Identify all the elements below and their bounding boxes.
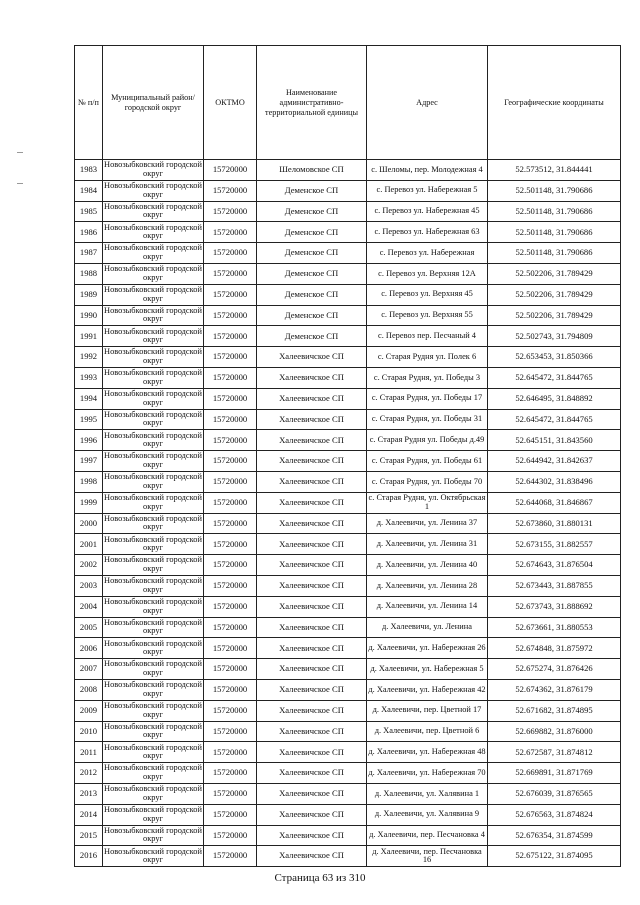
row-number: 2015	[75, 825, 103, 846]
row-oktmo: 15720000	[204, 263, 257, 284]
row-admin-unit: Деменское СП	[257, 284, 367, 305]
row-municipality: Новозыбковский городской округ	[103, 492, 204, 513]
row-oktmo: 15720000	[204, 160, 257, 181]
row-oktmo: 15720000	[204, 451, 257, 472]
row-admin-unit: Халеевичское СП	[257, 763, 367, 784]
row-number: 2005	[75, 617, 103, 638]
row-oktmo: 15720000	[204, 367, 257, 388]
row-municipality: Новозыбковский городской округ	[103, 284, 204, 305]
row-municipality: Новозыбковский городской округ	[103, 222, 204, 243]
margin-mark	[17, 183, 23, 184]
row-number: 1990	[75, 305, 103, 326]
row-number: 2000	[75, 513, 103, 534]
row-oktmo: 15720000	[204, 575, 257, 596]
row-oktmo: 15720000	[204, 492, 257, 513]
row-address: с. Старая Рудня, ул. Победы 31	[367, 409, 488, 430]
row-address: д. Халеевичи, пер. Цветной 17	[367, 700, 488, 721]
row-coordinates: 52.669882, 31.876000	[488, 721, 621, 742]
table-row	[75, 575, 621, 596]
row-admin-unit: Деменское СП	[257, 305, 367, 326]
row-number: 2008	[75, 679, 103, 700]
row-number: 2016	[75, 846, 103, 867]
row-coordinates: 52.673860, 31.880131	[488, 513, 621, 534]
row-coordinates: 52.675122, 31.874095	[488, 846, 621, 867]
row-coordinates: 52.645472, 31.844765	[488, 367, 621, 388]
row-number: 1983	[75, 160, 103, 181]
row-coordinates: 52.501148, 31.790686	[488, 180, 621, 201]
header-oktmo: ОКТМО	[204, 46, 257, 160]
row-address: д. Халеевичи, пер. Песчановка 16	[367, 846, 488, 867]
row-coordinates: 52.646495, 31.848892	[488, 388, 621, 409]
row-municipality: Новозыбковский городской округ	[103, 846, 204, 867]
row-oktmo: 15720000	[204, 763, 257, 784]
row-admin-unit: Халеевичское СП	[257, 825, 367, 846]
row-admin-unit: Халеевичское СП	[257, 700, 367, 721]
row-municipality: Новозыбковский городской округ	[103, 679, 204, 700]
row-oktmo: 15720000	[204, 783, 257, 804]
row-coordinates: 52.653453, 31.850366	[488, 347, 621, 368]
table-row	[75, 347, 621, 368]
table-row	[75, 201, 621, 222]
row-coordinates: 52.673661, 31.880553	[488, 617, 621, 638]
table-row	[75, 284, 621, 305]
row-coordinates: 52.502206, 31.789429	[488, 263, 621, 284]
row-oktmo: 15720000	[204, 721, 257, 742]
row-municipality: Новозыбковский городской округ	[103, 367, 204, 388]
row-address: д. Халеевичи, ул. Набережная 70	[367, 763, 488, 784]
row-municipality: Новозыбковский городской округ	[103, 596, 204, 617]
row-municipality: Новозыбковский городской округ	[103, 783, 204, 804]
page-footer: Страница 63 из 310	[274, 872, 366, 884]
row-coordinates: 52.676039, 31.876565	[488, 783, 621, 804]
row-number: 2009	[75, 700, 103, 721]
table-row	[75, 846, 621, 867]
row-address: д. Халеевичи, ул. Халявина 1	[367, 783, 488, 804]
row-address: с. Перевоз ул. Набережная	[367, 243, 488, 264]
table-row	[75, 596, 621, 617]
row-admin-unit: Халеевичское СП	[257, 659, 367, 680]
row-coordinates: 52.501148, 31.790686	[488, 243, 621, 264]
row-address: с. Старая Рудня ул. Победы д.49	[367, 430, 488, 451]
table-row	[75, 492, 621, 513]
table-row	[75, 638, 621, 659]
header-admin-unit: Наименование административно-территориальной единицы	[257, 46, 367, 160]
row-admin-unit: Халеевичское СП	[257, 430, 367, 451]
row-number: 2001	[75, 534, 103, 555]
row-oktmo: 15720000	[204, 388, 257, 409]
row-oktmo: 15720000	[204, 659, 257, 680]
row-number: 2002	[75, 555, 103, 576]
row-municipality: Новозыбковский городской округ	[103, 513, 204, 534]
row-admin-unit: Халеевичское СП	[257, 804, 367, 825]
row-coordinates: 52.502206, 31.789429	[488, 284, 621, 305]
row-coordinates: 52.501148, 31.790686	[488, 222, 621, 243]
table-row	[75, 180, 621, 201]
table-row	[75, 243, 621, 264]
row-number: 1991	[75, 326, 103, 347]
table-row	[75, 513, 621, 534]
row-oktmo: 15720000	[204, 326, 257, 347]
row-coordinates: 52.675274, 31.876426	[488, 659, 621, 680]
row-admin-unit: Халеевичское СП	[257, 555, 367, 576]
row-coordinates: 52.669891, 31.871769	[488, 763, 621, 784]
row-municipality: Новозыбковский городской округ	[103, 659, 204, 680]
table-row	[75, 409, 621, 430]
row-admin-unit: Халеевичское СП	[257, 409, 367, 430]
header-coordinates: Географические координаты	[488, 46, 621, 160]
margin-mark	[17, 152, 23, 153]
row-municipality: Новозыбковский городской округ	[103, 617, 204, 638]
row-coordinates: 52.502743, 31.794809	[488, 326, 621, 347]
table-row	[75, 700, 621, 721]
row-address: с. Старая Рудня, ул. Победы 70	[367, 471, 488, 492]
table-row	[75, 679, 621, 700]
row-oktmo: 15720000	[204, 617, 257, 638]
row-admin-unit: Халеевичское СП	[257, 846, 367, 867]
row-municipality: Новозыбковский городской округ	[103, 638, 204, 659]
row-number: 2014	[75, 804, 103, 825]
row-admin-unit: Халеевичское СП	[257, 513, 367, 534]
row-address: с. Перевоз ул. Верхняя 45	[367, 284, 488, 305]
row-admin-unit: Деменское СП	[257, 201, 367, 222]
row-number: 1998	[75, 471, 103, 492]
row-address: д. Халеевичи, ул. Набережная 5	[367, 659, 488, 680]
row-address: д. Халеевичи, пер. Песчановка 4	[367, 825, 488, 846]
row-oktmo: 15720000	[204, 471, 257, 492]
row-number: 1988	[75, 263, 103, 284]
row-number: 1987	[75, 243, 103, 264]
table-row	[75, 430, 621, 451]
row-oktmo: 15720000	[204, 243, 257, 264]
table-row	[75, 555, 621, 576]
table-row	[75, 825, 621, 846]
row-coordinates: 52.644942, 31.842637	[488, 451, 621, 472]
table-row	[75, 763, 621, 784]
row-oktmo: 15720000	[204, 201, 257, 222]
row-admin-unit: Халеевичское СП	[257, 575, 367, 596]
row-admin-unit: Халеевичское СП	[257, 534, 367, 555]
table-row	[75, 804, 621, 825]
row-oktmo: 15720000	[204, 596, 257, 617]
row-address: д. Халеевичи, ул. Ленина 40	[367, 555, 488, 576]
row-municipality: Новозыбковский городской округ	[103, 804, 204, 825]
row-oktmo: 15720000	[204, 180, 257, 201]
row-coordinates: 52.676354, 31.874599	[488, 825, 621, 846]
row-municipality: Новозыбковский городской округ	[103, 471, 204, 492]
registry-table	[74, 45, 621, 867]
row-address: д. Халеевичи, ул. Набережная 26	[367, 638, 488, 659]
row-admin-unit: Халеевичское СП	[257, 451, 367, 472]
table-row	[75, 451, 621, 472]
row-municipality: Новозыбковский городской округ	[103, 388, 204, 409]
row-municipality: Новозыбковский городской округ	[103, 575, 204, 596]
row-address: с. Перевоз ул. Набережная 45	[367, 201, 488, 222]
row-coordinates: 52.673743, 31.888692	[488, 596, 621, 617]
table-row	[75, 721, 621, 742]
row-number: 2013	[75, 783, 103, 804]
table-row	[75, 617, 621, 638]
row-oktmo: 15720000	[204, 825, 257, 846]
row-coordinates: 52.573512, 31.844441	[488, 160, 621, 181]
row-municipality: Новозыбковский городской округ	[103, 263, 204, 284]
row-address: д. Халеевичи, ул. Халявина 9	[367, 804, 488, 825]
row-admin-unit: Халеевичское СП	[257, 783, 367, 804]
table-row	[75, 263, 621, 284]
row-admin-unit: Деменское СП	[257, 263, 367, 284]
row-address: д. Халеевичи, ул. Набережная 42	[367, 679, 488, 700]
table-row	[75, 534, 621, 555]
table-header-row	[75, 46, 621, 160]
row-oktmo: 15720000	[204, 534, 257, 555]
row-municipality: Новозыбковский городской округ	[103, 763, 204, 784]
row-oktmo: 15720000	[204, 555, 257, 576]
row-municipality: Новозыбковский городской округ	[103, 451, 204, 472]
row-number: 2011	[75, 742, 103, 763]
table-row	[75, 388, 621, 409]
row-oktmo: 15720000	[204, 700, 257, 721]
row-oktmo: 15720000	[204, 846, 257, 867]
row-coordinates: 52.645472, 31.844765	[488, 409, 621, 430]
row-coordinates: 52.672587, 31.874812	[488, 742, 621, 763]
row-municipality: Новозыбковский городской округ	[103, 180, 204, 201]
row-address: д. Халеевичи, ул. Ленина	[367, 617, 488, 638]
header-address: Адрес	[367, 46, 488, 160]
row-admin-unit: Халеевичское СП	[257, 492, 367, 513]
row-address: с. Перевоз ул. Верхняя 55	[367, 305, 488, 326]
row-number: 1989	[75, 284, 103, 305]
row-address: д. Халеевичи, ул. Ленина 37	[367, 513, 488, 534]
row-oktmo: 15720000	[204, 638, 257, 659]
row-address: д. Халеевичи, ул. Ленина 28	[367, 575, 488, 596]
row-admin-unit: Халеевичское СП	[257, 679, 367, 700]
row-number: 2004	[75, 596, 103, 617]
row-admin-unit: Халеевичское СП	[257, 638, 367, 659]
row-address: с. Перевоз ул. Верхняя 12А	[367, 263, 488, 284]
row-admin-unit: Халеевичское СП	[257, 388, 367, 409]
row-municipality: Новозыбковский городской округ	[103, 825, 204, 846]
header-number: № п/п	[75, 46, 103, 160]
row-municipality: Новозыбковский городской округ	[103, 721, 204, 742]
row-number: 2003	[75, 575, 103, 596]
row-municipality: Новозыбковский городской округ	[103, 201, 204, 222]
row-oktmo: 15720000	[204, 742, 257, 763]
row-number: 2010	[75, 721, 103, 742]
row-number: 1995	[75, 409, 103, 430]
row-municipality: Новозыбковский городской округ	[103, 534, 204, 555]
row-coordinates: 52.676563, 31.874824	[488, 804, 621, 825]
row-oktmo: 15720000	[204, 679, 257, 700]
row-municipality: Новозыбковский городской округ	[103, 742, 204, 763]
row-coordinates: 52.645151, 31.843560	[488, 430, 621, 451]
row-number: 1984	[75, 180, 103, 201]
row-coordinates: 52.501148, 31.790686	[488, 201, 621, 222]
row-municipality: Новозыбковский городской округ	[103, 555, 204, 576]
row-admin-unit: Халеевичское СП	[257, 347, 367, 368]
row-admin-unit: Халеевичское СП	[257, 367, 367, 388]
row-municipality: Новозыбковский городской округ	[103, 430, 204, 451]
table-row	[75, 160, 621, 181]
document-page	[74, 45, 621, 867]
table-row	[75, 367, 621, 388]
row-number: 1985	[75, 201, 103, 222]
row-address: д. Халеевичи, пер. Цветной 6	[367, 721, 488, 742]
row-address: с. Перевоз ул. Набережная 63	[367, 222, 488, 243]
row-address: д. Халеевичи, ул. Набережная 48	[367, 742, 488, 763]
table-row	[75, 305, 621, 326]
row-oktmo: 15720000	[204, 284, 257, 305]
row-number: 1986	[75, 222, 103, 243]
row-oktmo: 15720000	[204, 305, 257, 326]
table-row	[75, 326, 621, 347]
row-admin-unit: Халеевичское СП	[257, 596, 367, 617]
row-coordinates: 52.674848, 31.875972	[488, 638, 621, 659]
row-number: 2012	[75, 763, 103, 784]
row-municipality: Новозыбковский городской округ	[103, 347, 204, 368]
row-address: с. Шеломы, пер. Молодежная 4	[367, 160, 488, 181]
row-oktmo: 15720000	[204, 430, 257, 451]
row-address: д. Халеевичи, ул. Ленина 31	[367, 534, 488, 555]
row-admin-unit: Деменское СП	[257, 180, 367, 201]
row-oktmo: 15720000	[204, 804, 257, 825]
row-municipality: Новозыбковский городской округ	[103, 326, 204, 347]
row-address: с. Старая Рудня, ул. Октябрьская 1	[367, 492, 488, 513]
row-address: с. Перевоз ул. Набережная 5	[367, 180, 488, 201]
row-number: 1997	[75, 451, 103, 472]
row-number: 1992	[75, 347, 103, 368]
row-admin-unit: Шеломовское СП	[257, 160, 367, 181]
row-address: с. Старая Рудня ул. Полек 6	[367, 347, 488, 368]
header-municipality: Муниципальный район/городской округ	[103, 46, 204, 160]
row-admin-unit: Деменское СП	[257, 243, 367, 264]
row-number: 1993	[75, 367, 103, 388]
row-oktmo: 15720000	[204, 347, 257, 368]
row-address: с. Старая Рудня, ул. Победы 61	[367, 451, 488, 472]
table-row	[75, 659, 621, 680]
row-number: 1996	[75, 430, 103, 451]
row-municipality: Новозыбковский городской округ	[103, 243, 204, 264]
row-municipality: Новозыбковский городской округ	[103, 305, 204, 326]
table-row	[75, 783, 621, 804]
row-number: 1999	[75, 492, 103, 513]
row-address: с. Перевоз пер. Песчаный 4	[367, 326, 488, 347]
row-number: 2006	[75, 638, 103, 659]
row-admin-unit: Халеевичское СП	[257, 742, 367, 763]
row-municipality: Новозыбковский городской округ	[103, 409, 204, 430]
row-address: с. Старая Рудня, ул. Победы 3	[367, 367, 488, 388]
row-oktmo: 15720000	[204, 513, 257, 534]
table-body	[75, 160, 621, 867]
row-address: д. Халеевичи, ул. Ленина 14	[367, 596, 488, 617]
row-coordinates: 52.644068, 31.846867	[488, 492, 621, 513]
row-coordinates: 52.502206, 31.789429	[488, 305, 621, 326]
row-admin-unit: Деменское СП	[257, 222, 367, 243]
row-coordinates: 52.674643, 31.876504	[488, 555, 621, 576]
table-row	[75, 222, 621, 243]
row-coordinates: 52.644302, 31.838496	[488, 471, 621, 492]
row-number: 2007	[75, 659, 103, 680]
row-oktmo: 15720000	[204, 409, 257, 430]
row-municipality: Новозыбковский городской округ	[103, 700, 204, 721]
row-coordinates: 52.674362, 31.876179	[488, 679, 621, 700]
row-admin-unit: Халеевичское СП	[257, 471, 367, 492]
table-row	[75, 471, 621, 492]
row-admin-unit: Халеевичское СП	[257, 617, 367, 638]
row-address: с. Старая Рудня, ул. Победы 17	[367, 388, 488, 409]
row-number: 1994	[75, 388, 103, 409]
row-coordinates: 52.673443, 31.887855	[488, 575, 621, 596]
row-municipality: Новозыбковский городской округ	[103, 160, 204, 181]
table-row	[75, 742, 621, 763]
row-admin-unit: Деменское СП	[257, 326, 367, 347]
row-coordinates: 52.673155, 31.882557	[488, 534, 621, 555]
row-oktmo: 15720000	[204, 222, 257, 243]
row-admin-unit: Халеевичское СП	[257, 721, 367, 742]
row-coordinates: 52.671682, 31.874895	[488, 700, 621, 721]
